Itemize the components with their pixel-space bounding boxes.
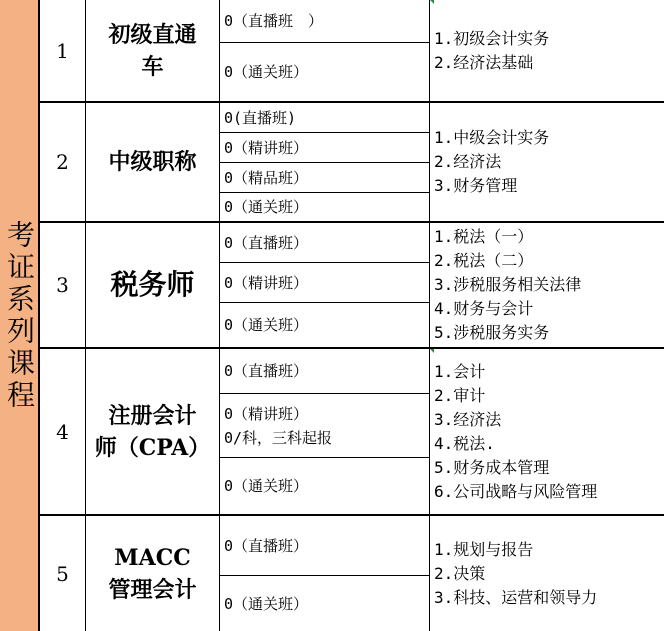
course-name-line: 税务师 <box>110 268 195 301</box>
row-number: 1 <box>40 0 86 101</box>
course-name <box>86 516 220 631</box>
table-row <box>40 349 664 516</box>
subject-item: 1.会计 <box>434 361 486 381</box>
class-item: 0（直播班） <box>220 223 430 263</box>
subject-item: 6.公司战略与风险管理 <box>434 481 598 501</box>
course-name <box>86 103 220 221</box>
subject-item: 3.科技、运营和领导力 <box>434 587 598 607</box>
subject-list <box>430 223 664 347</box>
comment-marker-icon <box>430 0 434 4</box>
subject-item: 1.中级会计实务 <box>434 128 550 147</box>
course-name <box>86 223 220 347</box>
category-column <box>0 0 40 631</box>
table-row <box>40 516 664 631</box>
subject-item: 2.经济法基础 <box>434 52 534 72</box>
course-name-line: 管理会计 <box>108 576 197 603</box>
subject-item: 3.涉税服务相关法律 <box>434 275 582 294</box>
course-name <box>86 0 220 101</box>
class-list <box>220 223 430 347</box>
class-list <box>220 349 430 514</box>
class-item: 0（直播班 ） <box>220 0 430 43</box>
row-number: 3 <box>40 223 86 347</box>
subject-item: 1.规划与报告 <box>434 539 534 559</box>
class-item: 0（精品班） <box>220 163 430 193</box>
row-number: 4 <box>40 349 86 514</box>
course-name-line: 初级直通 <box>108 21 197 48</box>
subject-item: 4.财务与会计 <box>434 299 534 318</box>
class-item: 0（直播班） <box>220 516 430 576</box>
row-number: 2 <box>40 103 86 221</box>
subject-list <box>430 0 664 101</box>
subject-item: 2.审计 <box>434 385 486 405</box>
subject-list <box>430 103 664 221</box>
table-row <box>40 103 664 223</box>
class-list <box>220 103 430 221</box>
class-item: 0（通关班） <box>224 594 309 613</box>
comment-marker-icon <box>430 349 434 353</box>
table-row <box>40 223 664 349</box>
subject-item: 2.税法（二） <box>434 251 534 270</box>
subject-item: 1.初级会计实务 <box>434 28 550 48</box>
course-name <box>86 349 220 514</box>
subject-item: 4.税法. <box>434 433 495 453</box>
subject-item: 3.财务管理 <box>434 176 518 195</box>
course-name-line: 车 <box>141 53 164 80</box>
class-list <box>220 0 430 101</box>
class-list <box>220 516 430 631</box>
course-name-line: 中级职称 <box>108 149 197 175</box>
class-item: 0（直播班） <box>220 349 430 394</box>
subject-item: 1.税法（一） <box>434 227 534 246</box>
subject-list <box>430 516 664 631</box>
course-name-line: 师（CPA） <box>94 434 211 461</box>
class-item: 0（通关班） <box>224 198 309 216</box>
row-number: 5 <box>40 516 86 631</box>
class-item: 0（精讲班） <box>220 263 430 303</box>
class-item: 0(直播班) <box>220 103 430 133</box>
subject-item: 5.财务成本管理 <box>434 457 550 477</box>
subject-list <box>430 349 664 514</box>
subject-item: 2.经济法 <box>434 152 502 171</box>
class-item: 0（通关班） <box>224 477 309 495</box>
class-item: 0（通关班） <box>224 63 309 81</box>
class-item: 0（精讲班） <box>220 133 430 163</box>
course-name-line: 注册会计 <box>108 402 197 429</box>
class-item: 0（精讲班） 0/科，三科起报 <box>220 394 430 458</box>
subject-item: 5.涉税服务实务 <box>434 323 550 342</box>
subject-item: 2.决策 <box>434 563 486 583</box>
course-name-line: MACC <box>114 544 191 571</box>
class-item: 0（通关班） <box>224 316 309 334</box>
table-row <box>40 0 664 103</box>
category-title: 考证系列课程 <box>3 219 36 412</box>
subject-item: 3.经济法 <box>434 409 502 429</box>
